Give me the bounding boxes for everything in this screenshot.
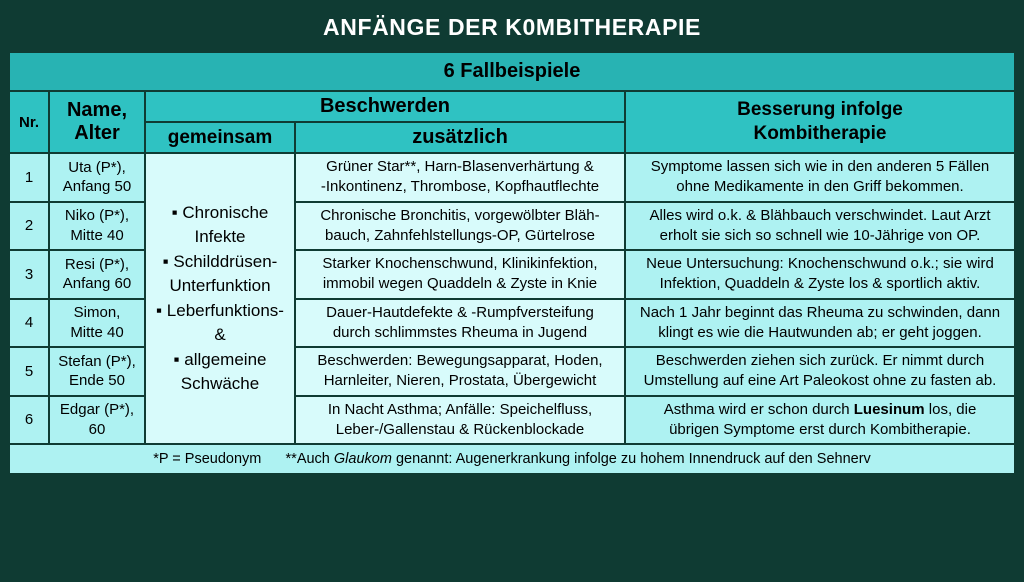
column-header-nr: Nr. [9,91,49,153]
row-improvement-line1: Nach 1 Jahr beginnt das Rheuma zu schwinden, dann [639,303,1001,321]
row-improvement [625,202,1015,251]
row-additional-line2: -Inkontinenz, Thrombose, Kopfhautflechte [320,178,600,196]
row-name-line1: Edgar (P*), [59,401,135,419]
row-additional [295,202,625,251]
row-name [49,153,145,202]
row-number: 1 [9,153,49,202]
column-header-improvement-line1: Besserung infolge [737,99,903,121]
improvement-text-pre: Asthma wird er schon durch [663,400,854,418]
column-header-name-line2: Alter [74,122,120,144]
row-additional-line1: Beschwerden: Bewegungsapparat, Hoden, [317,352,603,369]
row-number: 2 [9,202,49,251]
row-name [49,347,145,396]
row-improvement [625,299,1015,348]
common-complaint-item: ▪ Schilddrüsen-Unterfunktion [162,251,278,295]
row-additional-line2: immobil wegen Quaddeln & Zyste in Knie [322,275,598,293]
common-complaints-list [152,201,288,397]
column-header-name-line1: Name, [66,99,128,121]
table-row [9,153,1015,202]
row-name-line1: Resi (P*), [64,255,130,273]
row-additional-line1: Starker Knochenschwund, Klinikinfektion, [322,255,598,272]
subtitle: 6 Fallbeispiele [9,52,1015,91]
row-name-line2: Mitte 40 [70,226,124,244]
row-improvement-line2: ohne Medikamente in den Griff bekommen. [676,178,964,196]
row-additional-line1: In Nacht Asthma; Anfälle: Speichelfluss, [327,400,593,418]
row-additional [295,153,625,202]
row-additional [295,347,625,396]
column-header-common: gemeinsam [145,122,295,153]
column-header-improvement-line2: Kombitherapie [753,123,887,144]
row-name-line1: Simon, [73,304,121,322]
row-additional [295,396,625,445]
subtitle-row [9,52,1015,91]
row-number: 4 [9,299,49,348]
row-additional-line2: Harnleiter, Nieren, Prostata, Übergewicht [323,372,597,390]
row-name [49,250,145,299]
footnote-note-pre: **Auch [285,451,334,467]
column-header-complaints: Beschwerden [145,91,625,122]
row-additional-line1: Chronische Bronchitis, vorgewölbter Bläh- [320,206,600,224]
footnote-term: Glaukom [333,451,392,467]
common-complaint-item: ▪ allgemeine Schwäche [173,350,267,394]
row-number: 3 [9,250,49,299]
row-name-line2: Anfang 60 [62,275,132,293]
row-additional-line1: Grüner Star**, Harn-Blasenverhärtung & [326,158,594,175]
row-improvement-line2: klingt es wie die Hautwunden ab; er geht joggen. [658,323,982,341]
row-improvement-line1 [631,400,1009,420]
row-additional-line1: Dauer-Hautdefekte & -Rumpfversteifung [326,303,594,321]
row-name-line1: Uta (P*), [68,158,126,176]
improvement-text-post: los, die [924,400,977,418]
remedy-name: Luesinum [853,400,925,418]
table-footnote [9,444,1015,474]
common-complaints-cell [145,153,295,444]
row-number: 6 [9,396,49,445]
row-improvement [625,153,1015,202]
row-improvement-line2: Infektion, Quaddeln & Zyste los & sportlich aktiv. [659,275,981,293]
row-name [49,396,145,445]
row-name [49,299,145,348]
page-title: ANFÄNGE DER K0MBITHERAPIE [8,8,1016,51]
row-number: 5 [9,347,49,396]
row-improvement-line2: erholt sie sich so schnell wie 10-Jährige von OP. [659,226,981,244]
common-complaint-item: ▪ Chronische Infekte [171,202,269,246]
row-name-line1: Stefan (P*), [58,352,136,370]
row-improvement-line1: Neue Untersuchung: Knochenschwund o.k.; sie wird [646,255,994,272]
row-improvement-line1: Beschwerden ziehen sich zurück. Er nimmt durch [655,352,985,369]
row-additional-line2: Leber-/Gallenstau & Rückenblockade [335,420,585,438]
row-improvement-line2: Umstellung auf eine Art Paleokost ohne zu fasten ab. [643,372,997,390]
column-header-additional: zusätzlich [295,122,625,153]
row-improvement-line1: Symptome lassen sich wie in den anderen 5 Fällen [650,158,990,175]
row-improvement [625,396,1015,445]
footnote-note-post: genannt: Augenerkrankung infolge zu hohem Innendruck auf den Sehnerv [391,451,871,467]
row-additional [295,299,625,348]
row-name-line2: Ende 50 [69,372,125,390]
row-improvement [625,347,1015,396]
common-complaint-item: ▪ Leberfunktions- & [156,301,284,345]
case-table [8,51,1016,475]
header-row-top [9,91,1015,122]
footnote-pseudonym: *P = Pseudonym [153,451,262,467]
row-name-line1: Niko (P*), [64,207,130,225]
row-name-line2: Anfang 50 [62,178,132,196]
row-name [49,202,145,251]
column-header-name [49,91,145,153]
row-name-line2: 60 [88,420,106,438]
row-additional-line2: bauch, Zahnfehlstellungs-OP, Gürtelrose [325,226,595,244]
row-improvement-line2: übrigen Symptome erst durch Kombitherapie. [669,420,971,438]
footer-row [9,444,1015,474]
row-improvement-line1: Alles wird o.k. & Blähbauch verschwindet. Laut Arzt [649,206,991,224]
row-additional-line2: durch schlimmstes Rheuma in Jugend [332,323,588,341]
row-name-line2: Mitte 40 [70,323,124,341]
row-improvement [625,250,1015,299]
column-header-improvement [625,91,1015,153]
row-additional [295,250,625,299]
